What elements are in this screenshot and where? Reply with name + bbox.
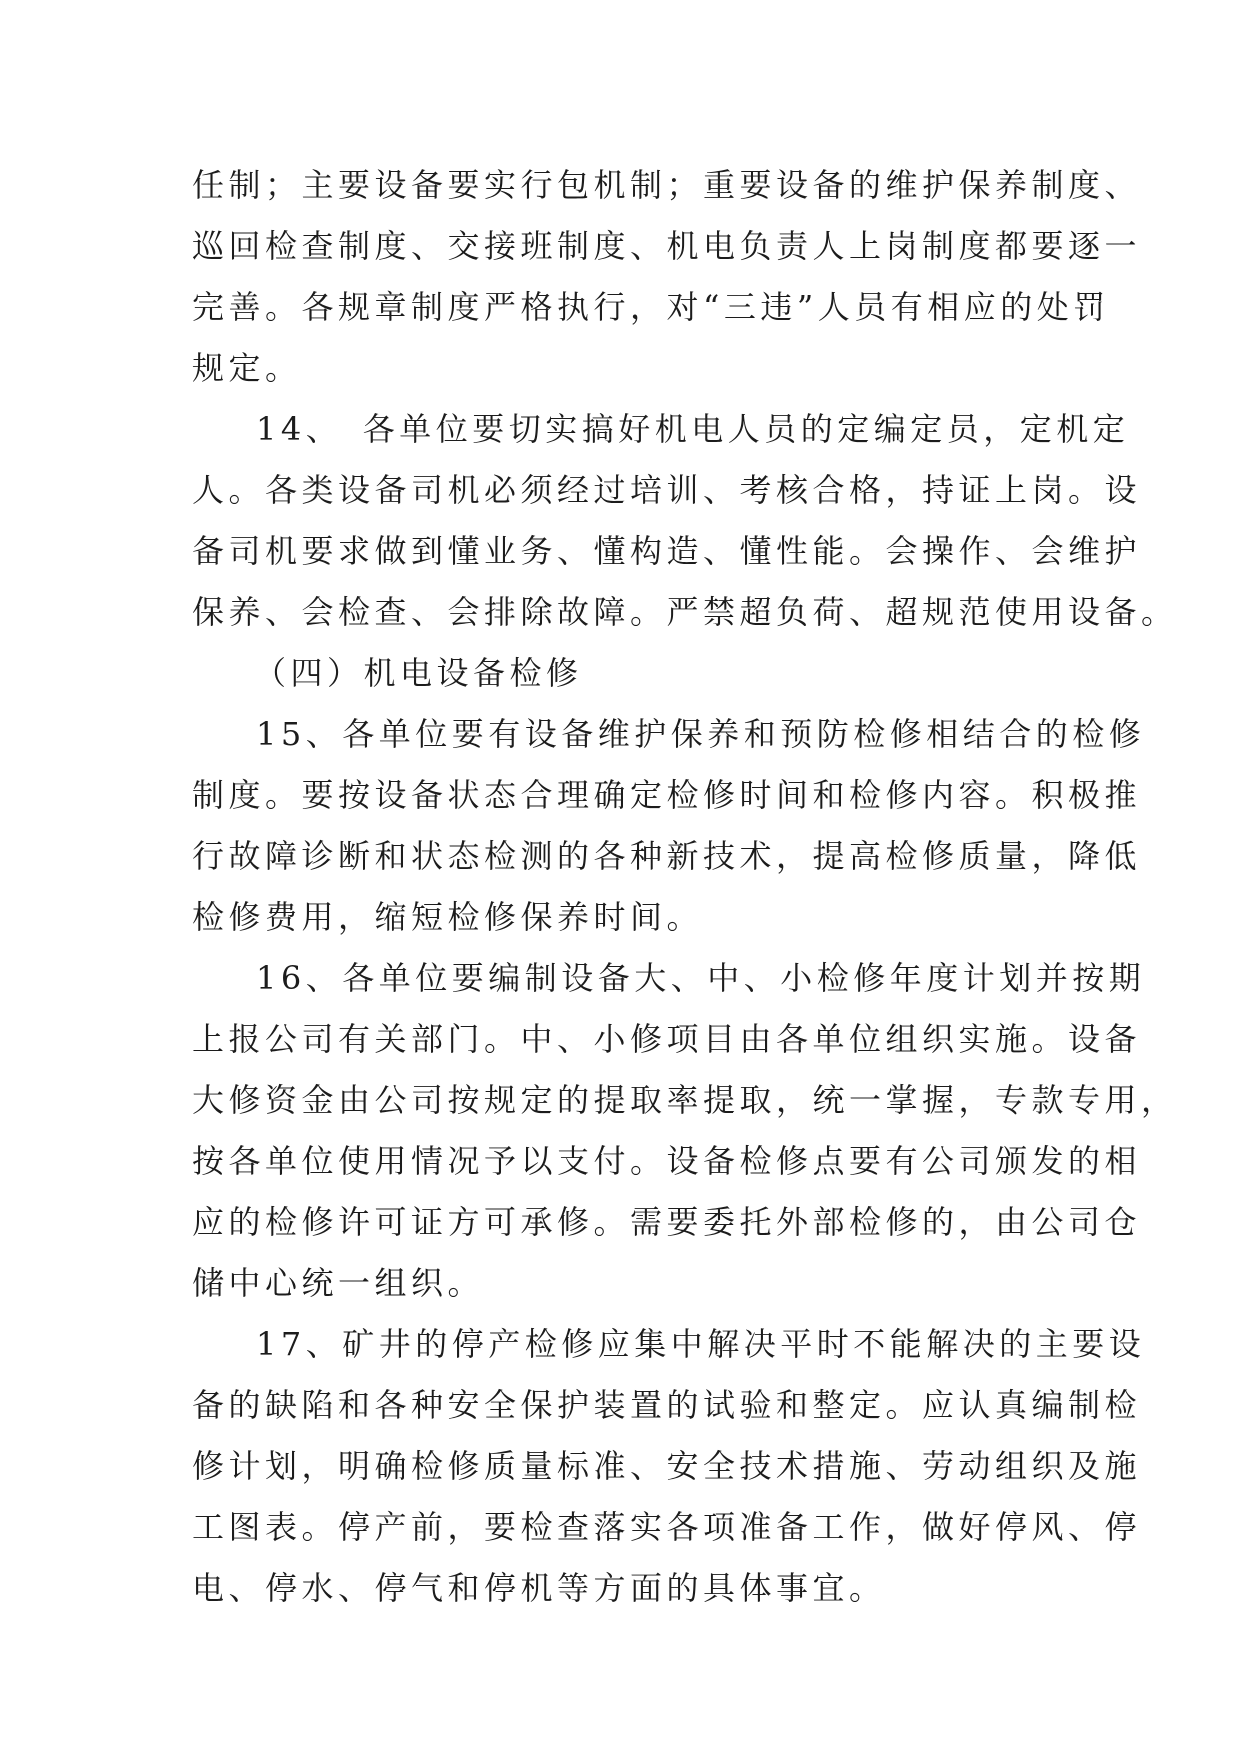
text-line: 制度。要按设备状态合理确定检修时间和检修内容。积极推 — [192, 776, 1142, 814]
text-line: 巡回检查制度、交接班制度、机电负责人上岗制度都要逐一 — [192, 227, 1142, 265]
text-line: 规定。 — [192, 349, 302, 387]
paragraph-16-first-line: 16、各单位要编制设备大、中、小检修年度计划并按期 — [256, 959, 1146, 997]
text-line: 任制；主要设备要实行包机制；重要设备的维护保养制度、 — [192, 166, 1142, 204]
text-line: 按各单位使用情况予以支付。设备检修点要有公司颁发的相 — [192, 1142, 1142, 1180]
section-heading: （四）机电设备检修 — [254, 654, 583, 692]
paragraph-17-first-line: 17、矿井的停产检修应集中解决平时不能解决的主要设 — [256, 1325, 1146, 1363]
text-line: 保养、会检查、会排除故障。严禁超负荷、超规范使用设备。 — [192, 593, 1178, 631]
text-line: 应的检修许可证方可承修。需要委托外部检修的，由公司仓 — [192, 1203, 1142, 1241]
text-line: 行故障诊断和状态检测的各种新技术，提高检修质量，降低 — [192, 837, 1142, 875]
text-line: 大修资金由公司按规定的提取率提取，统一掌握，专款专用， — [192, 1081, 1178, 1119]
text-line: 上报公司有关部门。中、小修项目由各单位组织实施。设备 — [192, 1020, 1142, 1058]
text-line: 修计划，明确检修质量标准、安全技术措施、劳动组织及施 — [192, 1447, 1142, 1485]
text-line: 储中心统一组织。 — [192, 1264, 485, 1302]
paragraph-15-first-line: 15、各单位要有设备维护保养和预防检修相结合的检修 — [256, 715, 1146, 753]
text-line: 工图表。停产前，要检查落实各项准备工作，做好停风、停 — [192, 1508, 1142, 1546]
text-line: 备司机要求做到懂业务、懂构造、懂性能。会操作、会维护 — [192, 532, 1142, 570]
text-line: 电、停水、停气和停机等方面的具体事宜。 — [192, 1569, 886, 1607]
paragraph-14-first-line: 14、 各单位要切实搞好机电人员的定编定员，定机定 — [256, 410, 1130, 448]
text-line: 人。各类设备司机必须经过培训、考核合格，持证上岗。设 — [192, 471, 1142, 509]
document-body — [192, 155, 1178, 1619]
text-line: 完善。各规章制度严格执行，对“三违”人员有相应的处罚 — [192, 288, 1110, 326]
text-line: 备的缺陷和各种安全保护装置的试验和整定。应认真编制检 — [192, 1386, 1142, 1424]
text-line: 检修费用，缩短检修保养时间。 — [192, 898, 704, 936]
